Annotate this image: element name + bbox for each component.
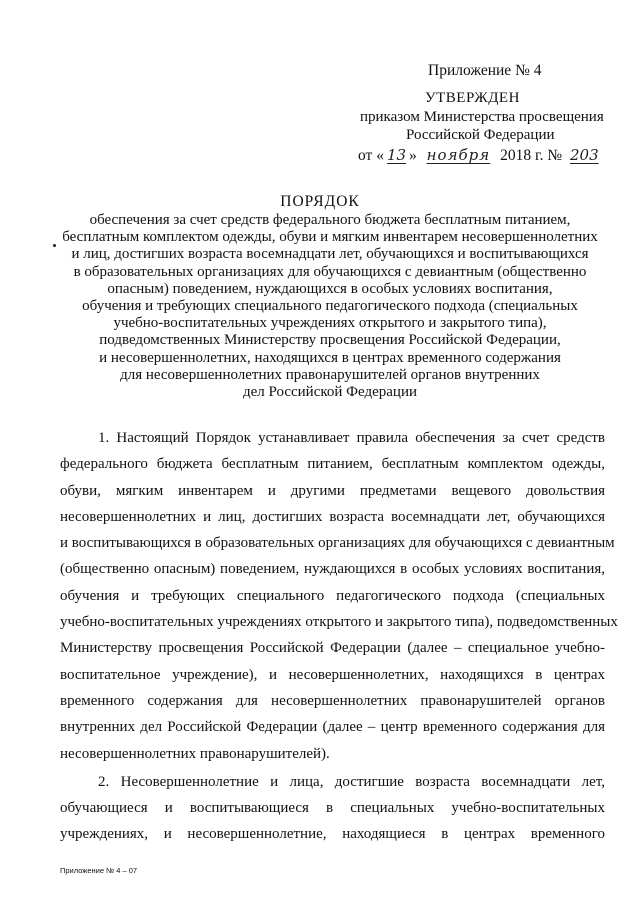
paragraph-line: несовершеннолетних и лиц, достигших возраста восемнадцати лет, обучающихся xyxy=(60,508,605,525)
subtitle-line: обеспечения за счет средств федерального бюджета бесплатным питанием, xyxy=(89,212,571,228)
date-year: 2018 г. № xyxy=(500,147,563,164)
subtitle-line: и лиц, достигших возраста восемнадцати лет, обучающихся и воспитывающихся xyxy=(71,246,589,263)
paragraph-line: обучающиеся и воспитывающиеся в специальных учебно-воспитательных xyxy=(60,800,605,817)
document-title: ПОРЯДОК xyxy=(280,193,360,210)
paragraph-line: (общественно опасным) поведением, нуждающихся в особых условиях воспитания, xyxy=(60,561,605,578)
paragraph-line: 2. Несовершеннолетние и лица, достигшие возраста восемнадцати лет, xyxy=(98,773,605,790)
order-issuer-line2: Российской Федерации xyxy=(406,127,555,143)
paragraph-1 xyxy=(60,425,618,767)
paragraph-line: федерального бюджета бесплатным питанием, бесплатным комплектом одежды, xyxy=(60,456,605,473)
handwritten-day: 13 xyxy=(386,146,407,164)
subtitle-line: опасным) поведением, нуждающихся в особых условиях воспитания, xyxy=(107,280,553,297)
subtitle-line: учебно-воспитательных учреждениях открытого и закрытого типа), xyxy=(113,315,547,332)
paragraph-line: 1. Настоящий Порядок устанавливает правила обеспечения за счет средств xyxy=(98,430,605,446)
paragraph-line: учреждениях, и несовершеннолетние, находящиеся в центрах временного xyxy=(60,826,605,843)
document-subtitle xyxy=(60,212,600,401)
paragraph-line: несовершеннолетних правонарушителей). xyxy=(60,745,330,762)
subtitle-line: и несовершеннолетних, находящихся в центрах временного содержания xyxy=(99,349,561,366)
appendix-number: Приложение № 4 xyxy=(428,62,542,79)
date-prefix: от « xyxy=(358,147,384,164)
subtitle-line: подведомственных Министерству просвещения Российской Федерации, xyxy=(99,332,561,349)
paragraph-line: внутренних дел Российской Федерации (далее – центр временного содержания для xyxy=(60,719,605,736)
document-body xyxy=(60,425,618,848)
paragraph-line: учебно-воспитательных учреждениях открытого и закрытого типа), подведомственных xyxy=(60,614,618,631)
subtitle-line: в образовательных организациях для обучающихся с девиантным (общественно xyxy=(73,263,587,280)
paragraph-line: временного содержания для несовершеннолетних правонарушителей органов xyxy=(60,692,605,709)
paragraph-line: обучения и требующих специального педагогического подхода (специальных xyxy=(60,587,605,604)
subtitle-line: бесплатным комплектом одежды, обуви и мягким инвентарем несовершеннолетних xyxy=(62,229,598,246)
order-date-line xyxy=(358,146,603,165)
subtitle-line: для несовершеннолетних правонарушителей органов внутренних xyxy=(120,366,540,383)
handwritten-order-number: 203 xyxy=(570,146,599,164)
approved-heading: УТВЕРЖДЕН xyxy=(425,90,520,106)
paragraph-line: воспитательное учреждение), и несовершеннолетних, находящихся в центрах xyxy=(60,666,605,683)
page-footer: Приложение № 4 – 07 xyxy=(60,866,138,875)
subtitle-line: обучения и требующих специального педагогического подхода (специальных xyxy=(82,298,578,315)
handwritten-month: ноября xyxy=(426,146,491,164)
paragraph-line: Министерству просвещения Российской Федерации (далее – специальное учебно- xyxy=(60,640,605,657)
subtitle-line: дел Российской Федерации xyxy=(242,384,418,401)
paragraph-line: обуви, мягким инвентарем и другими предметами вещевого довольствия xyxy=(60,482,605,499)
paragraph-2 xyxy=(60,769,605,848)
margin-dot xyxy=(53,244,56,247)
order-issuer-line1: приказом Министерства просвещения xyxy=(360,109,604,125)
date-mid: » xyxy=(409,147,421,164)
paragraph-line: и воспитывающихся в образовательных организациях для обучающихся с девиантным xyxy=(60,535,615,552)
